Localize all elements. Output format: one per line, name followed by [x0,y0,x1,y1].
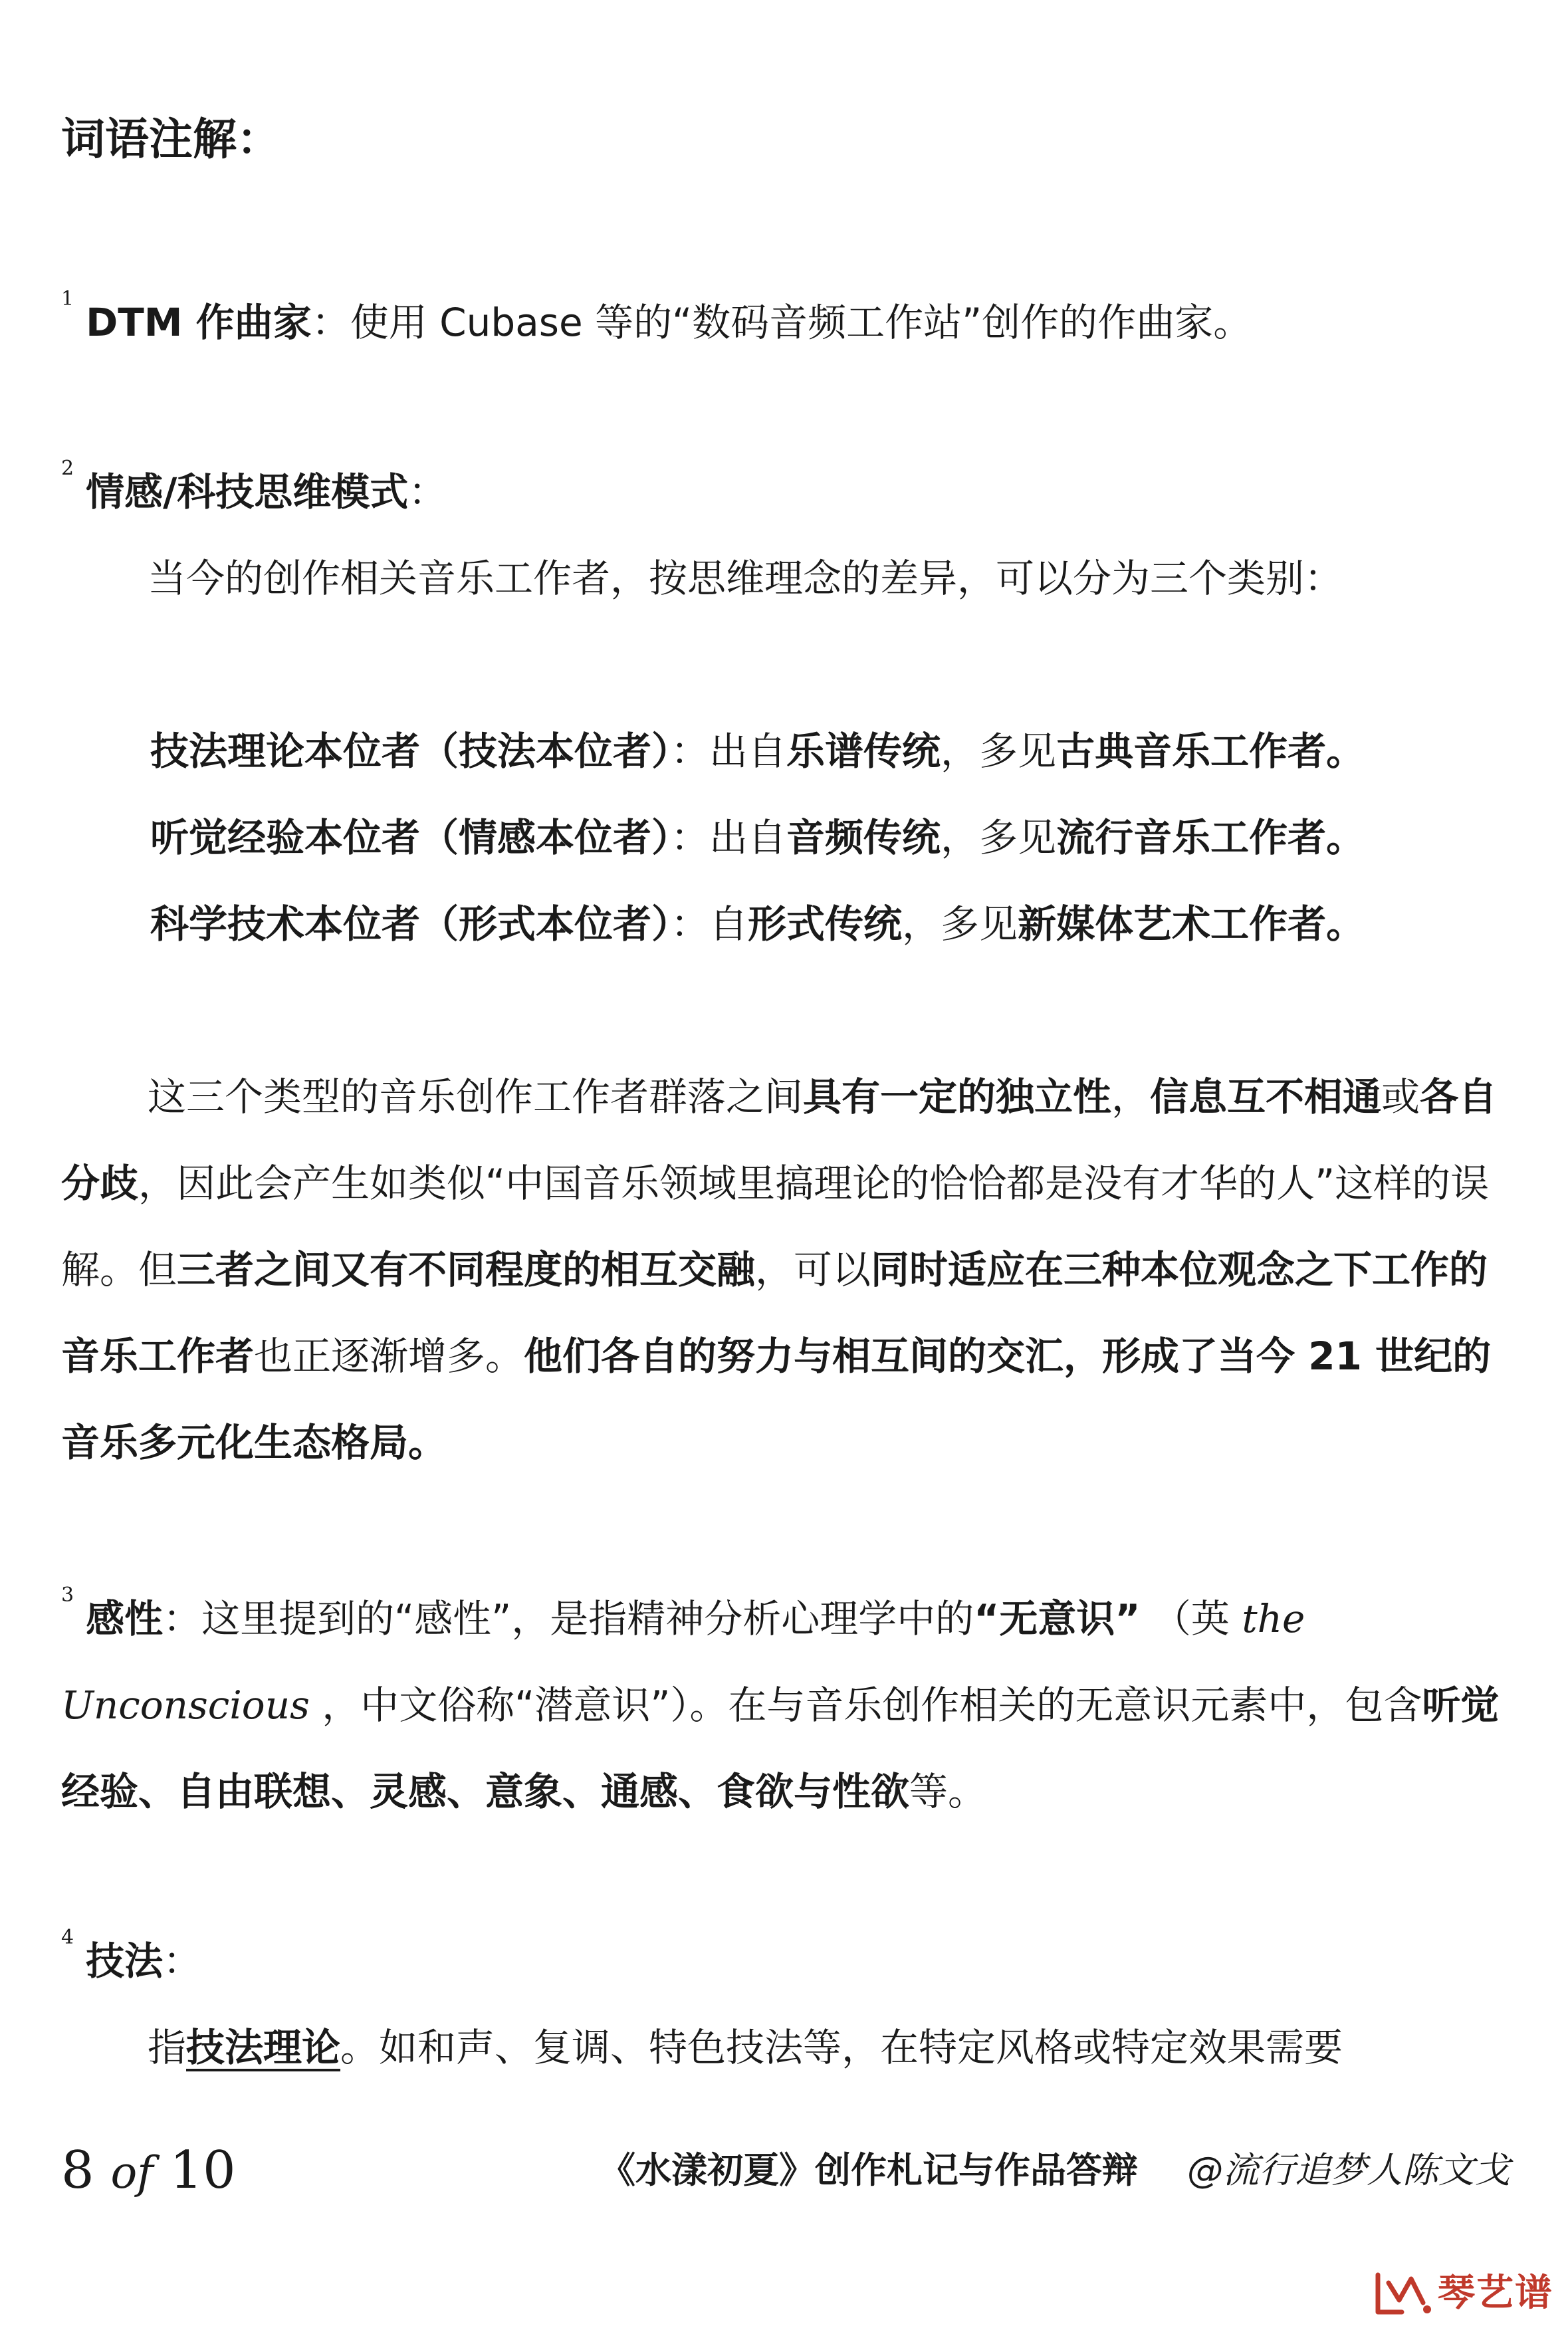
note-term: 情感/科技思维模式 [86,469,409,515]
note-term: DTM 作曲家 [86,300,312,345]
note-term: 技法 [86,1938,164,1984]
note-2 [61,449,1510,1486]
brand-name: 琴艺谱 [1438,2272,1553,2315]
note-3: 3感性：这里提到的“感性”，是指精神分析心理学中的“无意识” （英 the Unconscious ，中文俗称“潜意识”）。在与音乐创作相关的无意识元素中，包含听觉经验、自由联想、灵感、意象、通感、食欲与性欲等。 [61,1583,1500,1814]
glossary-heading: 词语注解： [61,114,280,165]
category-item: 听觉经验本位者（情感本位者）：出自音频传统，多见流行音乐工作者。 [150,815,1365,860]
latin-term: the Unconscious [61,1596,1305,1728]
note-4: 4技法： 指技法理论。如和声、复调、特色技法等，在特定风格或特定效果需要 [61,1918,1510,2091]
note-text: ：使用 Cubase 等的“数码音频工作站”创作的作曲家。 [311,300,1252,345]
category-item: 科学技术本位者（形式本位者）：自形式传统，多见新媒体艺术工作者。 [150,901,1365,947]
category-item: 技法理论本位者（技法本位者）：出自乐谱传统，多见古典音乐工作者。 [150,729,1365,774]
author-credit: @流行追梦人陈文戈 [1187,2149,1510,2191]
document-title: 《水漾初夏》创作札记与作品答辩 [600,2149,1138,2191]
page-number: 8 of 10 [61,2141,236,2200]
category-list [61,708,1510,967]
brand-logo-icon [1373,2270,1434,2317]
footnote-number: 1 [61,287,74,310]
footnote-number: 3 [61,1583,74,1607]
underlined-term: 技法理论 [186,2025,341,2070]
note-paragraph: 这三个类型的音乐创作工作者群落之间具有一定的独立性，信息互不相通或各自分歧，因此会产生如类似“中国音乐领域里搞理论的恰恰都是没有才华的人”这样的误解。但三者之间又有不同程度的相互交融，可以同时适应在三种本位观念之下工作的音乐工作者也正逐渐增多。他们各自的努力与相互间的交汇，形成了当今 21 世纪的音乐多元化生态格局。 [61,1074,1498,1465]
note-text: 指技法理论。如和声、复调、特色技法等，在特定风格或特定效果需要 [148,2025,1343,2070]
note-intro: 当今的创作相关音乐工作者，按思维理念的差异，可以分为三个类别： [148,556,1343,601]
brand-watermark [1373,2267,1553,2320]
page-footer [61,2137,1510,2204]
note-colon: ： [408,469,447,515]
footnote-number: 4 [61,1926,74,1949]
note-1 [61,279,1510,366]
footnote-number: 2 [61,457,74,480]
note-term: 感性 [86,1596,164,1641]
